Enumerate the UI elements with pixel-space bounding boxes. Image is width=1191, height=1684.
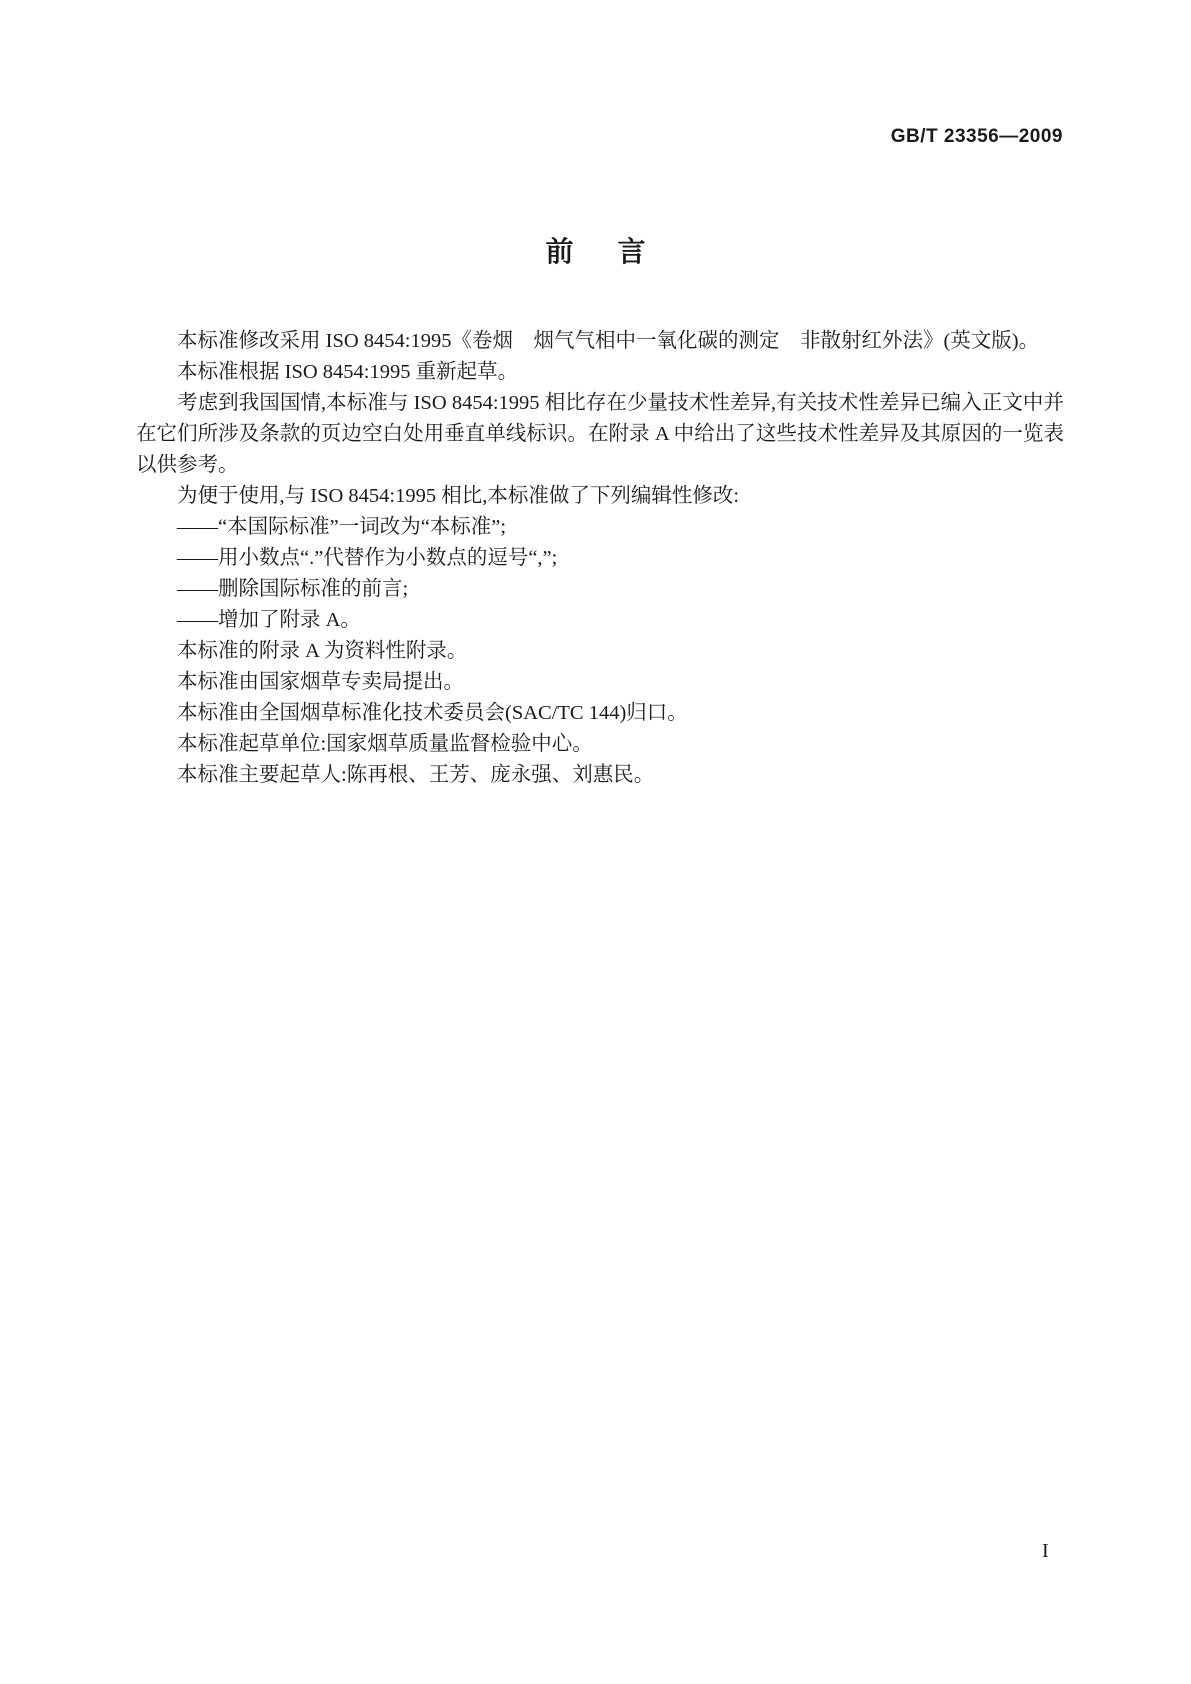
page-title: 前言 bbox=[545, 235, 690, 268]
paragraph: 本标准起草单位:国家烟草质量监督检验中心。 bbox=[177, 733, 593, 755]
paragraph: 本标准根据 ISO 8454:1995 重新起草。 bbox=[177, 361, 519, 383]
paragraph: 本标准由全国烟草标准化技术委员会(SAC/TC 144)归口。 bbox=[177, 702, 688, 724]
foreword-body bbox=[136, 326, 1064, 791]
list-item: ——用小数点“.”代替作为小数点的逗号“,”; bbox=[177, 547, 558, 569]
paragraph: 考虑到我国国情,本标准与 ISO 8454:1995 相比存在少量技术性差异,有关技术性差异已编入正文中并在它们所涉及条款的页边空白处用垂直单线标识。在附录 A 中给出了这些技术性差异及其原因的一览表以供参考。 bbox=[136, 392, 1064, 476]
list-item: ——“本国际标准”一词改为“本标准”; bbox=[177, 516, 507, 538]
paragraph: 为便于使用,与 ISO 8454:1995 相比,本标准做了下列编辑性修改: bbox=[177, 485, 740, 507]
list-item: ——增加了附录 A。 bbox=[177, 609, 361, 631]
paragraph: 本标准由国家烟草专卖局提出。 bbox=[177, 671, 464, 693]
list-item: ——删除国际标准的前言; bbox=[177, 578, 409, 600]
paragraph: 本标准修改采用 ISO 8454:1995《卷烟 烟气气相中一氧化碳的测定 非散射红外法》(英文版)。 bbox=[177, 330, 1040, 352]
standard-code: GB/T 23356—2009 bbox=[890, 126, 1063, 147]
paragraph: 本标准的附录 A 为资料性附录。 bbox=[177, 640, 468, 662]
paragraph: 本标准主要起草人:陈再根、王芳、庞永强、刘惠民。 bbox=[177, 764, 655, 786]
page-number: I bbox=[1042, 1540, 1049, 1562]
